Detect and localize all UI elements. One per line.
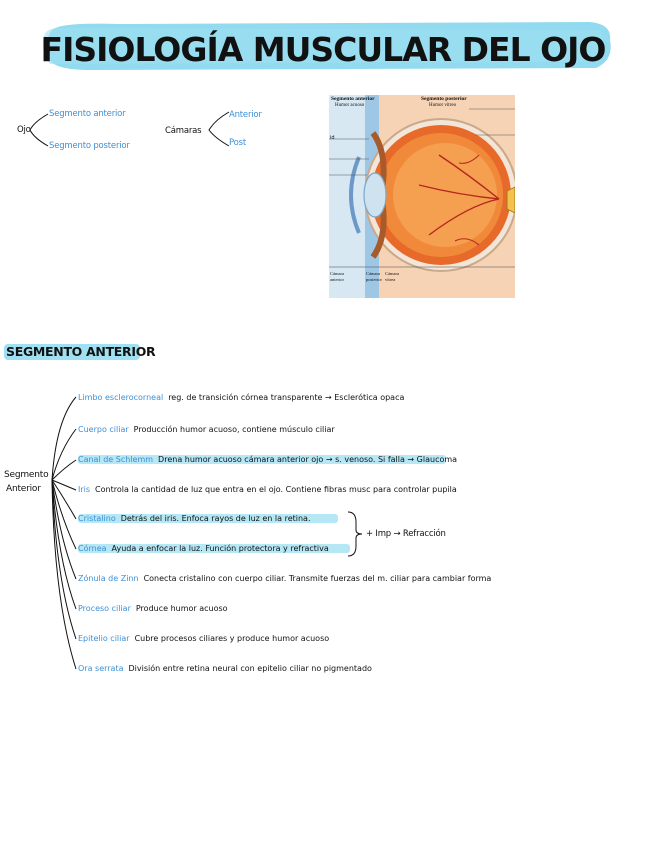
- refraccion-note: + Imp → Refracción: [366, 529, 446, 539]
- camaras-branch-2: Post: [229, 138, 246, 148]
- section-root-line2: Anterior: [6, 484, 41, 494]
- ojo-branch-2: Segmento posterior: [49, 141, 130, 151]
- item-cornea: Córnea Ayuda a enfocar la luz. Función protectora y refractiva: [78, 544, 329, 553]
- ojo-branch-1: Segmento anterior: [49, 109, 126, 119]
- section-title: SEGMENTO ANTERIOR: [6, 344, 156, 359]
- eye-diagram: [329, 95, 515, 298]
- item-limbo: Limbo esclerocorneal reg. de transición córnea transparente → Esclerótica opaca: [78, 393, 405, 402]
- camaras-root: Cámaras: [165, 126, 202, 136]
- page-title: FISIOLOGÍA MUSCULAR DEL OJO: [40, 30, 606, 69]
- item-epitelio-ciliar: Epitelio ciliar Cubre procesos ciliares y produce humor acuoso: [78, 634, 330, 643]
- diagram-bottom-label-1: Cámara anterior: [330, 271, 344, 282]
- item-proceso-ciliar: Proceso ciliar Produce humor acuoso: [78, 604, 228, 613]
- refraccion-brace: [344, 510, 364, 558]
- item-iris: Iris Controla la cantidad de luz que entra en el ojo. Contiene fibras musc para controlar pupila: [78, 485, 457, 494]
- eye-illustration: [329, 95, 515, 298]
- diagram-right-sub: Humor vítreo: [429, 103, 457, 108]
- camaras-branch-1: Anterior: [229, 110, 262, 120]
- camaras-brace: [207, 106, 231, 150]
- diagram-left-header: Segmento anterior: [331, 96, 375, 102]
- diagram-bottom-label-3: Cámara vítrea: [385, 271, 399, 282]
- ojo-root: Ojo: [17, 125, 31, 135]
- item-canal-schlemm: Canal de Schlemm Drena humor acuoso cámara anterior ojo → s. venoso. Si falla → Glaucoma: [78, 455, 458, 464]
- diagram-bottom-label-2: Cámara posterior: [366, 271, 382, 282]
- item-zonula-zinn: Zónula de Zinn Conecta cristalino con cuerpo ciliar. Transmite fuerzas del m. ciliar para cambiar forma: [78, 574, 492, 583]
- item-ora-serrata: Ora serrata División entre retina neural con epitelio ciliar no pigmentado: [78, 664, 372, 673]
- diagram-right-header: Segmento posterior: [421, 96, 467, 102]
- item-cristalino: Cristalino Detrás del iris. Enfoca rayos de luz en la retina.: [78, 514, 311, 523]
- section-root-line1: Segmento: [4, 470, 49, 480]
- item-cuerpo-ciliar: Cuerpo ciliar Producción humor acuoso, contiene músculo ciliar: [78, 425, 335, 434]
- diagram-side-label: id: [330, 135, 335, 141]
- diagram-left-sub: Humor acuoso: [335, 103, 365, 108]
